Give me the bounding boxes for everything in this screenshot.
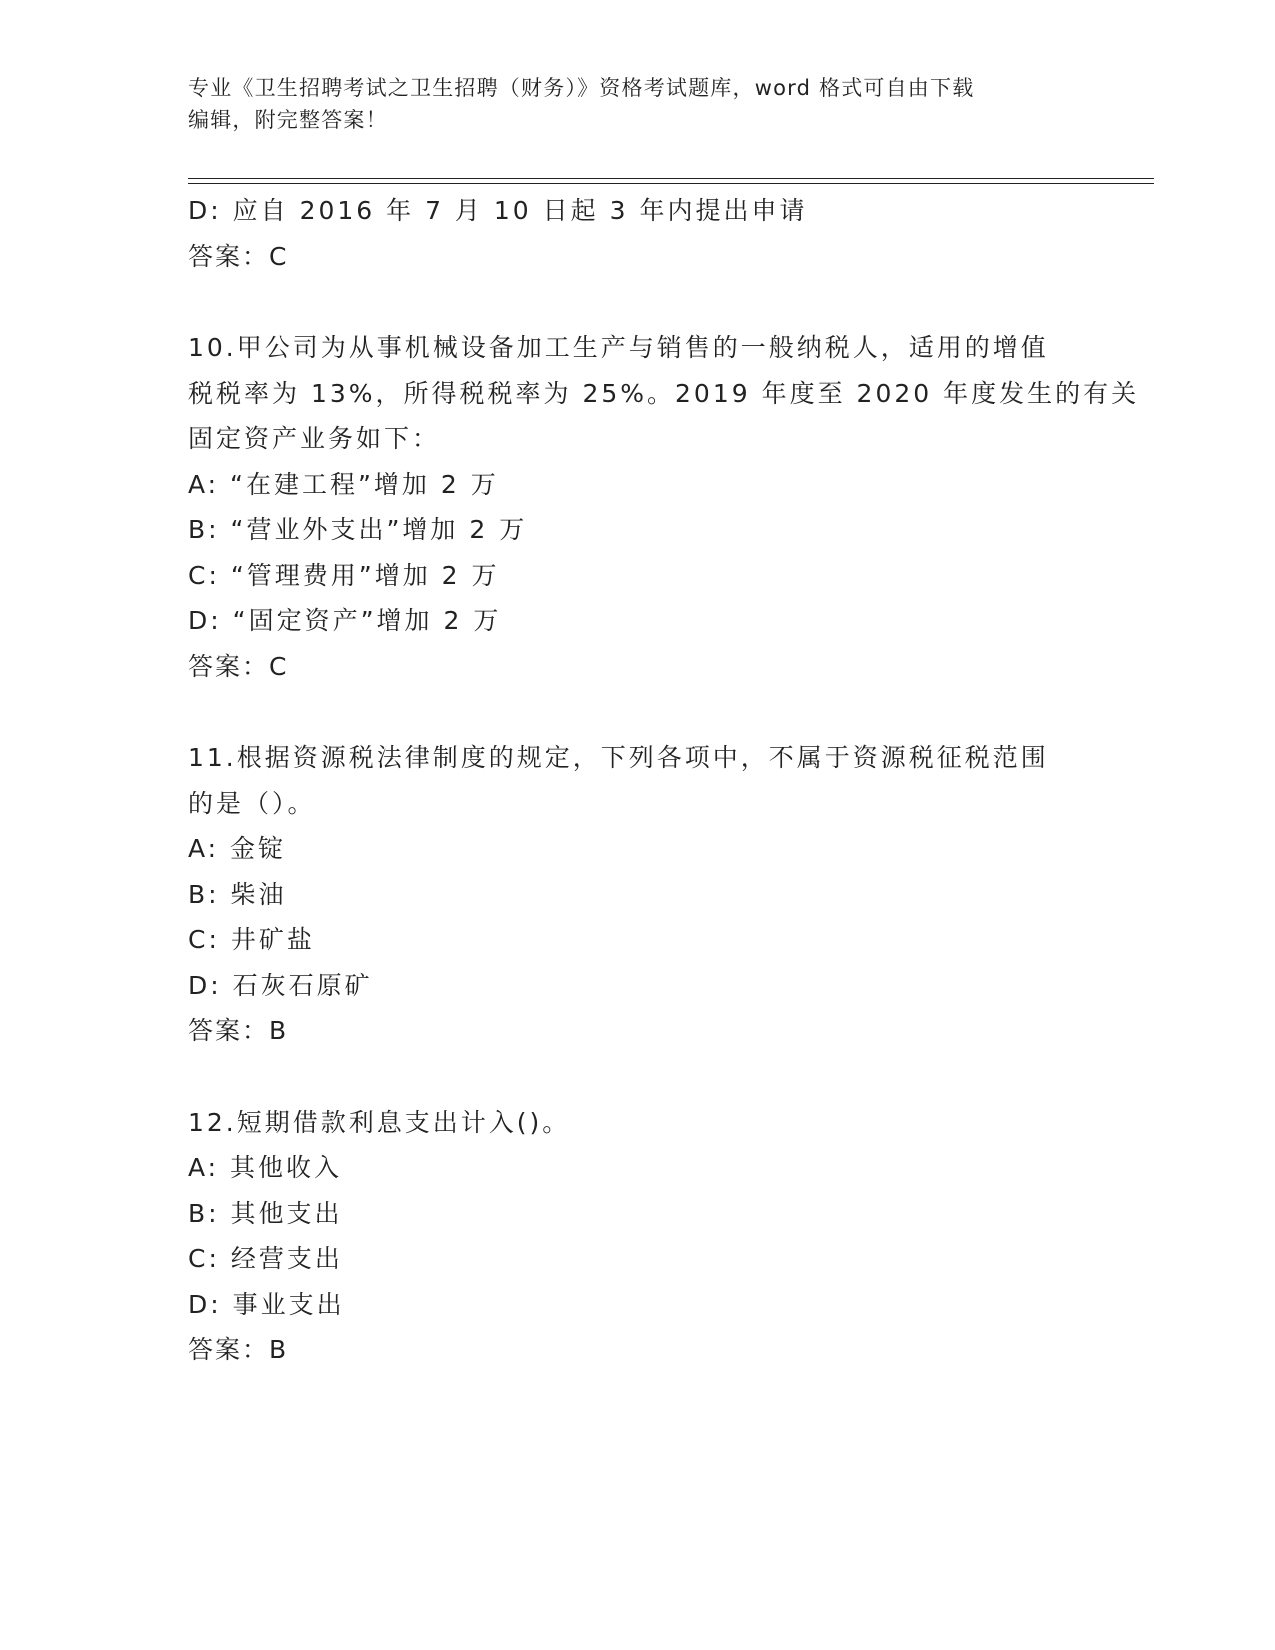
question-content: [188, 188, 1140, 1373]
answer-line: 答案：C: [188, 241, 289, 271]
question-stem: [188, 1100, 1088, 1146]
option-b: B: 其他支出: [188, 1198, 343, 1228]
spacer: [188, 1054, 1088, 1100]
option-d: D: 石灰石原矿: [188, 970, 373, 1000]
question-stem-line: 11.根据资源税法律制度的规定，下列各项中，不属于资源税征税范围: [188, 743, 1049, 772]
option-a: A: 其他收入: [188, 1153, 343, 1182]
option-a: A: 金锭: [188, 834, 287, 863]
spacer: [188, 689, 1088, 735]
option-a: A: “在建工程”增加 2 万: [188, 469, 499, 499]
spacer: [188, 279, 1088, 325]
option-b: B: 柴油: [188, 879, 287, 909]
header-rule-top: [188, 178, 1154, 179]
answer-line: 答案：B: [188, 1335, 289, 1364]
question-stem: [188, 325, 1140, 462]
option-c: C: 井矿盐: [188, 925, 315, 954]
option-b: B: “营业外支出”增加 2 万: [188, 515, 528, 544]
option-d: D: 应自 2016 年 7 月 10 日起 3 年内提出申请: [188, 196, 808, 225]
option-c: C: “管理费用”增加 2 万: [188, 560, 500, 590]
question-stem-line: 税税率为 13%，所得税税率为 25%。2019 年度至 2020 年度发生的有关: [188, 378, 1140, 408]
question-10: [188, 325, 1140, 689]
page-header: [188, 72, 1068, 136]
question-stem-line: 固定资产业务如下：: [188, 424, 441, 453]
header-line-2: 编辑，附完整答案！: [188, 108, 388, 132]
question-stem-line: 的是（）。: [188, 788, 316, 818]
question-11: [188, 735, 1088, 1054]
question-stem-line: 12.短期借款利息支出计入()。: [188, 1107, 571, 1137]
header-line-1: 专业《卫生招聘考试之卫生招聘（财务）》资格考试题库，word 格式可自由下载: [188, 76, 975, 100]
previous-question-tail: [188, 188, 1088, 279]
option-d: D: “固定资产”增加 2 万: [188, 606, 502, 635]
question-12: [188, 1100, 1088, 1373]
header-rule-bottom: [188, 183, 1154, 184]
answer-line: 答案：C: [188, 651, 289, 681]
question-stem-line: 10.甲公司为从事机械设备加工生产与销售的一般纳税人，适用的增值: [188, 333, 1049, 362]
option-c: C: 经营支出: [188, 1244, 343, 1273]
question-stem: [188, 735, 1088, 826]
answer-line: 答案：B: [188, 1016, 289, 1045]
option-d: D: 事业支出: [188, 1289, 345, 1319]
